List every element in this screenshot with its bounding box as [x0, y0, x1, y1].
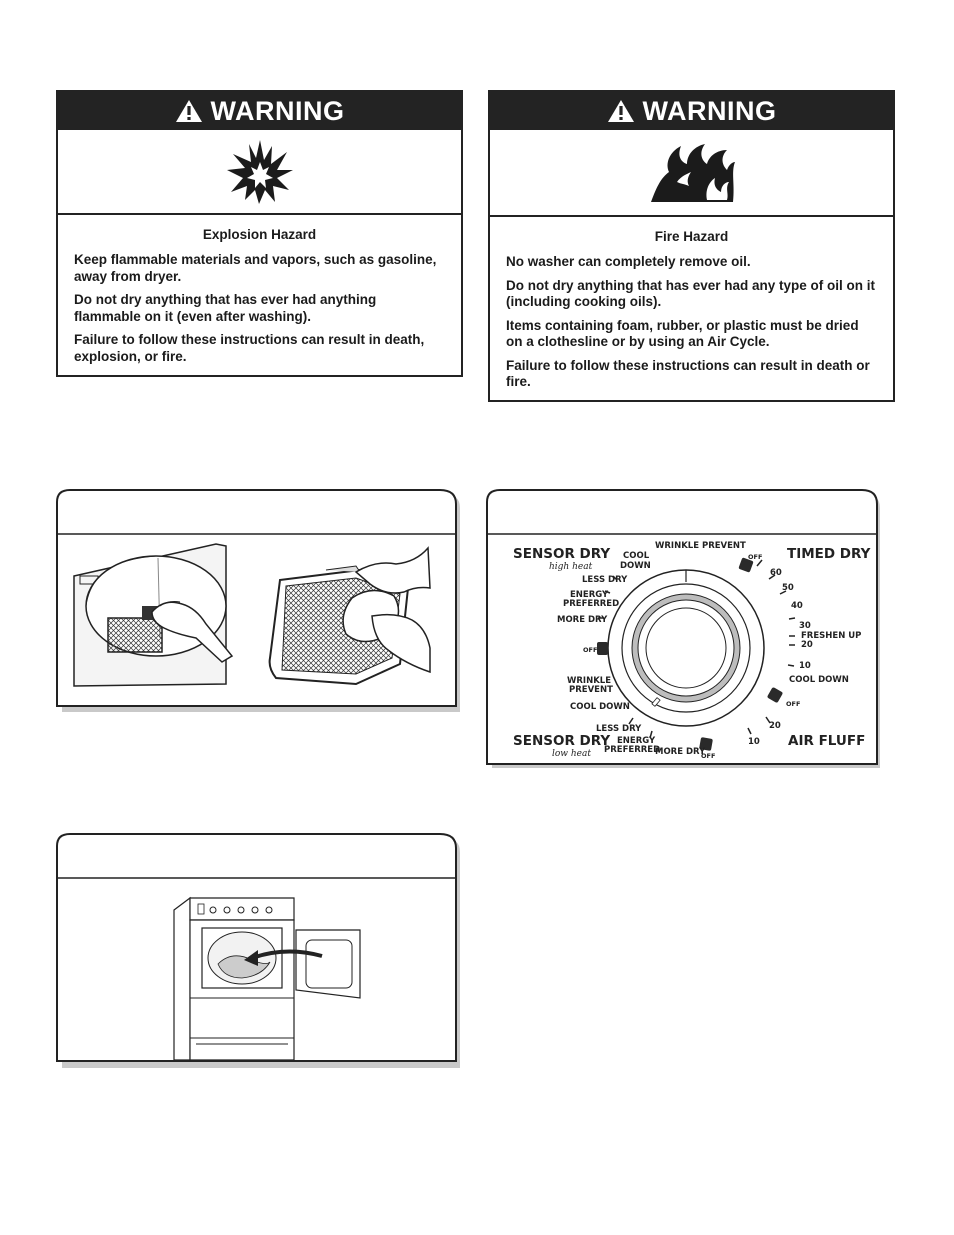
cool-down-label: DOWN: [620, 561, 651, 571]
less-dry-label: LESS DRY: [596, 724, 642, 734]
energy-preferred-label: ENERGY: [617, 736, 656, 746]
air-20-label: 20: [769, 721, 781, 731]
alert-triangle-icon: [607, 99, 635, 123]
sensor-dry-high-label: SENSOR DRY: [513, 546, 611, 562]
time-10-label: 10: [799, 661, 811, 671]
cool-down-label: COOL: [623, 551, 650, 561]
time-40-label: 40: [791, 601, 803, 611]
fire-icon-area: [490, 130, 893, 217]
warning-paragraph: Items containing foam, rubber, or plastic must be dried on a clothesline or by using an Air Cycle.: [506, 317, 859, 349]
hazard-title: Explosion Hazard: [202, 227, 317, 242]
warning-header: [490, 92, 893, 130]
warning-paragraph: Failure to follow these instructions can result in death, explosion, or fire.: [74, 332, 425, 364]
off-label: OFF: [701, 752, 716, 760]
freshen-up-label: FRESHEN UP: [801, 631, 862, 641]
energy-preferred-label: ENERGY: [570, 590, 609, 600]
time-20-label: 20: [801, 640, 813, 650]
time-60-label: 60: [770, 568, 782, 578]
load-dryer-panel: [56, 832, 462, 1070]
explosion-icon-area: [58, 130, 461, 215]
warning-heading: WARNING: [642, 95, 777, 126]
more-dry-label: MORE DRY: [557, 615, 608, 625]
less-dry-label: LESS DRY: [582, 575, 628, 585]
air-fluff-label: AIR FLUFF: [788, 733, 866, 749]
low-heat-label: low heat: [552, 749, 591, 759]
wrinkle-prevent-label: WRINKLE: [567, 676, 612, 686]
explosion-icon: [225, 140, 295, 204]
time-30-label: 30: [799, 621, 811, 631]
warning-paragraph: Do not dry anything that has ever had anything flammable on it (even after washing).: [74, 292, 377, 324]
fire-icon: [647, 142, 737, 204]
alert-triangle-icon: [175, 99, 203, 123]
fire-warning-box: [488, 90, 895, 402]
cycle-dial-panel: [486, 488, 882, 770]
sensor-dry-low-label: SENSOR DRY: [513, 733, 611, 749]
cool-down-label: COOL DOWN: [789, 675, 849, 685]
timed-dry-label: TIMED DRY: [787, 546, 871, 562]
more-dry-label: MORE DRY: [655, 747, 706, 757]
warning-paragraph: No washer can completely remove oil.: [506, 254, 751, 269]
explosion-warning-box: [56, 90, 463, 377]
energy-preferred-label: PREFERRED: [563, 599, 620, 609]
air-10-label: 10: [748, 737, 760, 747]
warning-header: [58, 92, 461, 130]
hazard-title: Fire Hazard: [654, 229, 729, 244]
cycle-control-knob[interactable]: [608, 570, 764, 726]
warning-heading: WARNING: [210, 95, 345, 126]
energy-preferred-label: PREFERRED: [604, 745, 661, 755]
cool-down-label: COOL DOWN: [570, 702, 630, 712]
high-heat-label: high heat: [549, 562, 593, 572]
off-label: OFF: [583, 646, 598, 654]
off-label: OFF: [786, 700, 801, 708]
wrinkle-prevent-label: WRINKLE PREVENT: [655, 541, 746, 551]
warning-paragraph: Do not dry anything that has ever had any type of oil on it (including cooking oils).: [506, 277, 876, 309]
warning-paragraph: Failure to follow these instructions can result in death or fire.: [506, 357, 870, 389]
wrinkle-prevent-label: PREVENT: [569, 685, 613, 695]
off-label: OFF: [748, 553, 763, 561]
lint-screen-panel: [56, 488, 462, 712]
time-50-label: 50: [782, 583, 794, 593]
warning-paragraph: Keep flammable materials and vapors, such as gasoline, away from dryer.: [74, 252, 437, 284]
